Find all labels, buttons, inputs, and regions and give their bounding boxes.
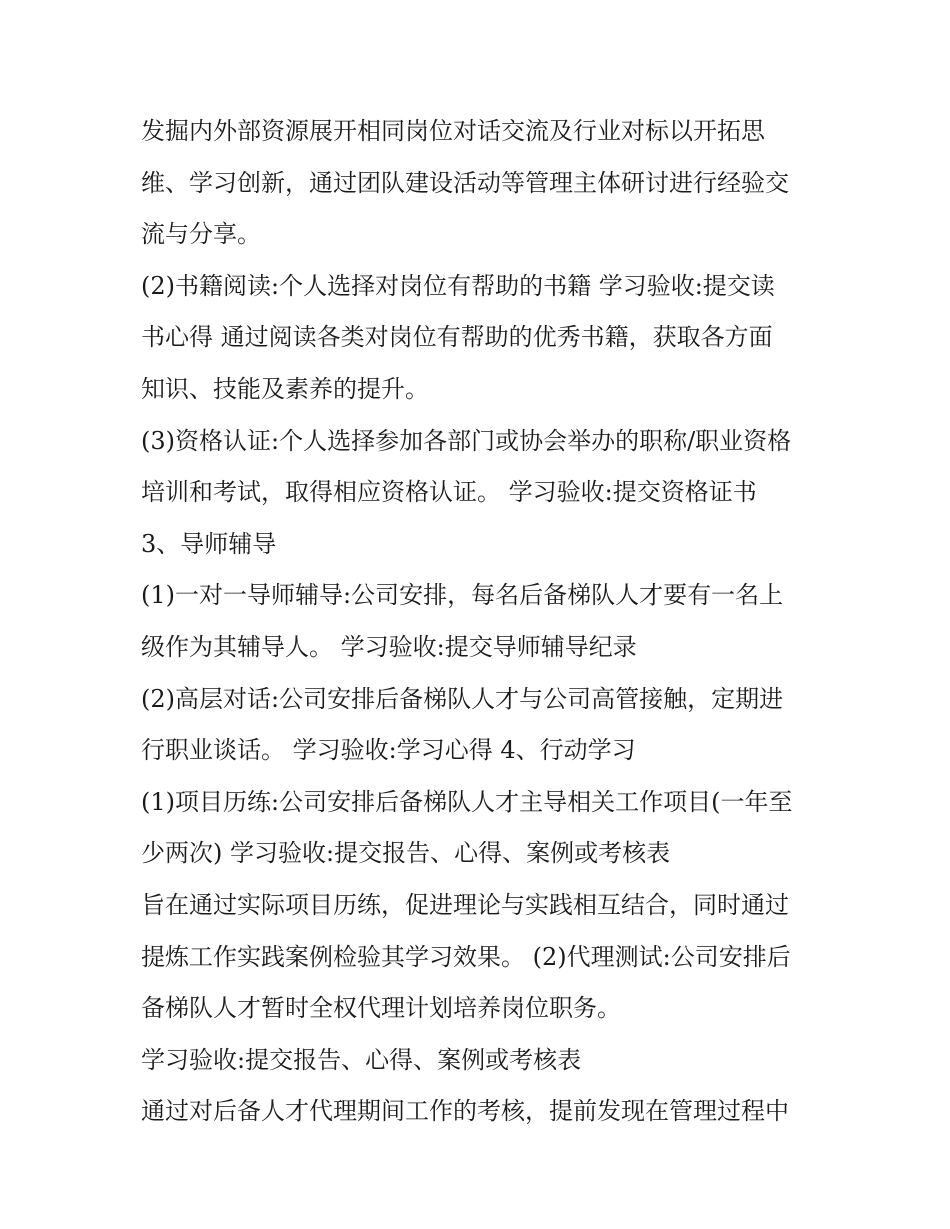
text-line: 发掘内外部资源展开相同岗位对话交流及行业对标以开拓思 xyxy=(141,117,765,145)
text-line: 少两次) 学习验收:提交报告、心得、案例或考核表 xyxy=(141,839,671,868)
body-text xyxy=(141,106,821,1138)
text-line: (2)书籍阅读:个人选择对岗位有帮助的书籍 学习验收:提交读 xyxy=(141,271,775,300)
text-line: 提炼工作实践案例检验其学习效果。 (2)代理测试:公司安排后 xyxy=(141,942,791,971)
text-line: (2)高层对话:公司安排后备梯队人才与公司高管接触，定期进 xyxy=(141,684,784,713)
text-line: 级作为其辅导人。 学习验收:提交导师辅导纪录 xyxy=(141,632,637,661)
text-line: (1)一对一导师辅导:公司安排，每名后备梯队人才要有一名上 xyxy=(141,581,784,610)
section-heading: 3、导师辅导 xyxy=(141,529,277,558)
text-line: 旨在通过实际项目历练，促进理论与实践相互结合，同时通过 xyxy=(141,890,789,919)
text-line: (3)资格认证:个人选择参加各部门或协会举办的职称/职业资格 xyxy=(141,426,792,455)
text-line: 书心得 通过阅读各类对岗位有帮助的优秀书籍，获取各方面 xyxy=(141,323,773,352)
text-line: 备梯队人才暂时全权代理计划培养岗位职务。 xyxy=(141,994,621,1023)
text-line: 维、学习创新，通过团队建设活动等管理主体研讨进行经验交 xyxy=(141,168,789,197)
text-line: 通过对后备人才代理期间工作的考核，提前发现在管理过程中 xyxy=(141,1097,789,1126)
text-line: 流与分享。 xyxy=(141,220,261,249)
text-line: 知识、技能及素养的提升。 xyxy=(141,374,429,403)
text-line: 培训和考试，取得相应资格认证。 学习验收:提交资格证书 xyxy=(141,478,757,507)
text-line: (1)项目历练:公司安排后备梯队人才主导相关工作项目(一年至 xyxy=(141,787,793,816)
text-line: 行职业谈话。 学习验收:学习心得 4、行动学习 xyxy=(141,736,636,765)
text-line: 学习验收:提交报告、心得、案例或考核表 xyxy=(141,1045,582,1074)
